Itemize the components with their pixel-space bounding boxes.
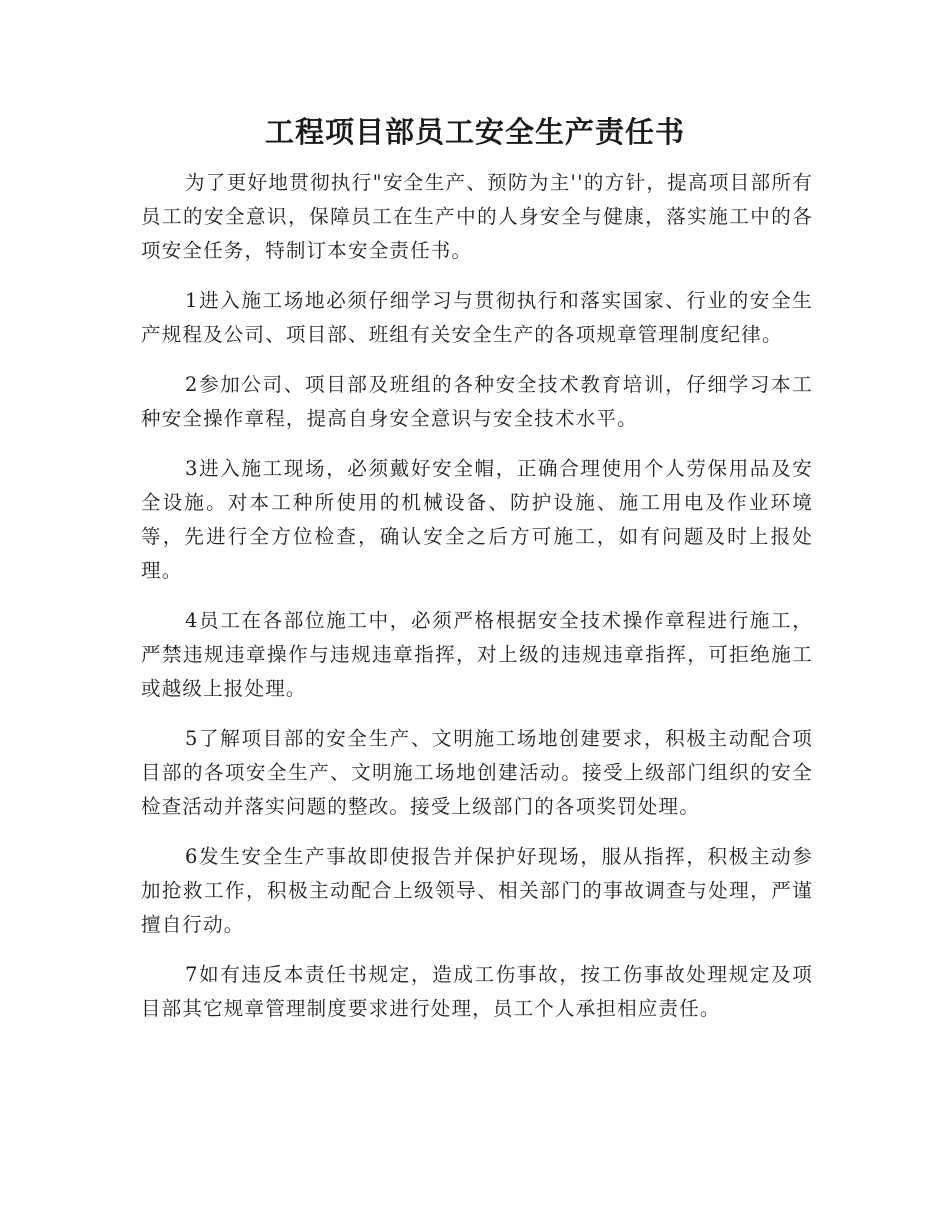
clause-5-paragraph: 5了解项目部的安全生产、文明施工场地创建要求，积极主动配合项目部的各项安全生产、文明施工场地创建活动。接受上级部门组织的安全检查活动并落实问题的整改。接受上级部门的各项奖罚处理。 bbox=[141, 727, 813, 818]
clause-4-paragraph: 4员工在各部位施工中，必须严格根据安全技术操作章程进行施工，严禁违规违章操作与违规违章指挥，对上级的违规违章指挥，可拒绝施工或越级上报处理。 bbox=[141, 609, 813, 700]
document-body bbox=[141, 166, 813, 1042]
intro-paragraph: 为了更好地贯彻执行"安全生产、预防为主''的方针，提高项目部所有员工的安全意识，保障员工在生产中的人身安全与健康，落实施工中的各项安全任务，特制订本安全责任书。 bbox=[141, 171, 813, 262]
clause-1-paragraph: 1进入施工场地必须仔细学习与贯彻执行和落实国家、行业的安全生产规程及公司、项目部、班组有关安全生产的各项规章管理制度纪律。 bbox=[141, 289, 813, 346]
clause-7-paragraph: 7如有违反本责任书规定，造成工伤事故，按工伤事故处理规定及项目部其它规章管理制度要求进行处理，员工个人承担相应责任。 bbox=[141, 963, 813, 1020]
clause-2-paragraph: 2参加公司、项目部及班组的各种安全技术教育培训，仔细学习本工种安全操作章程，提高自身安全意识与安全技术水平。 bbox=[141, 373, 813, 430]
document-title: 工程项目部员工安全生产责任书 bbox=[264, 115, 685, 149]
clause-6-paragraph: 6发生安全生产事故即使报告并保护好现场，服从指挥，积极主动参加抢救工作，积极主动配合上级领导、相关部门的事故调查与处理，严谨擅自行动。 bbox=[141, 845, 813, 936]
clause-3-paragraph: 3进入施工现场，必须戴好安全帽，正确合理使用个人劳保用品及安全设施。对本工种所使用的机械设备、防护设施、施工用电及作业环境等，先进行全方位检查，确认安全之后方可施工，如有问题及时上报处理。 bbox=[141, 457, 813, 582]
